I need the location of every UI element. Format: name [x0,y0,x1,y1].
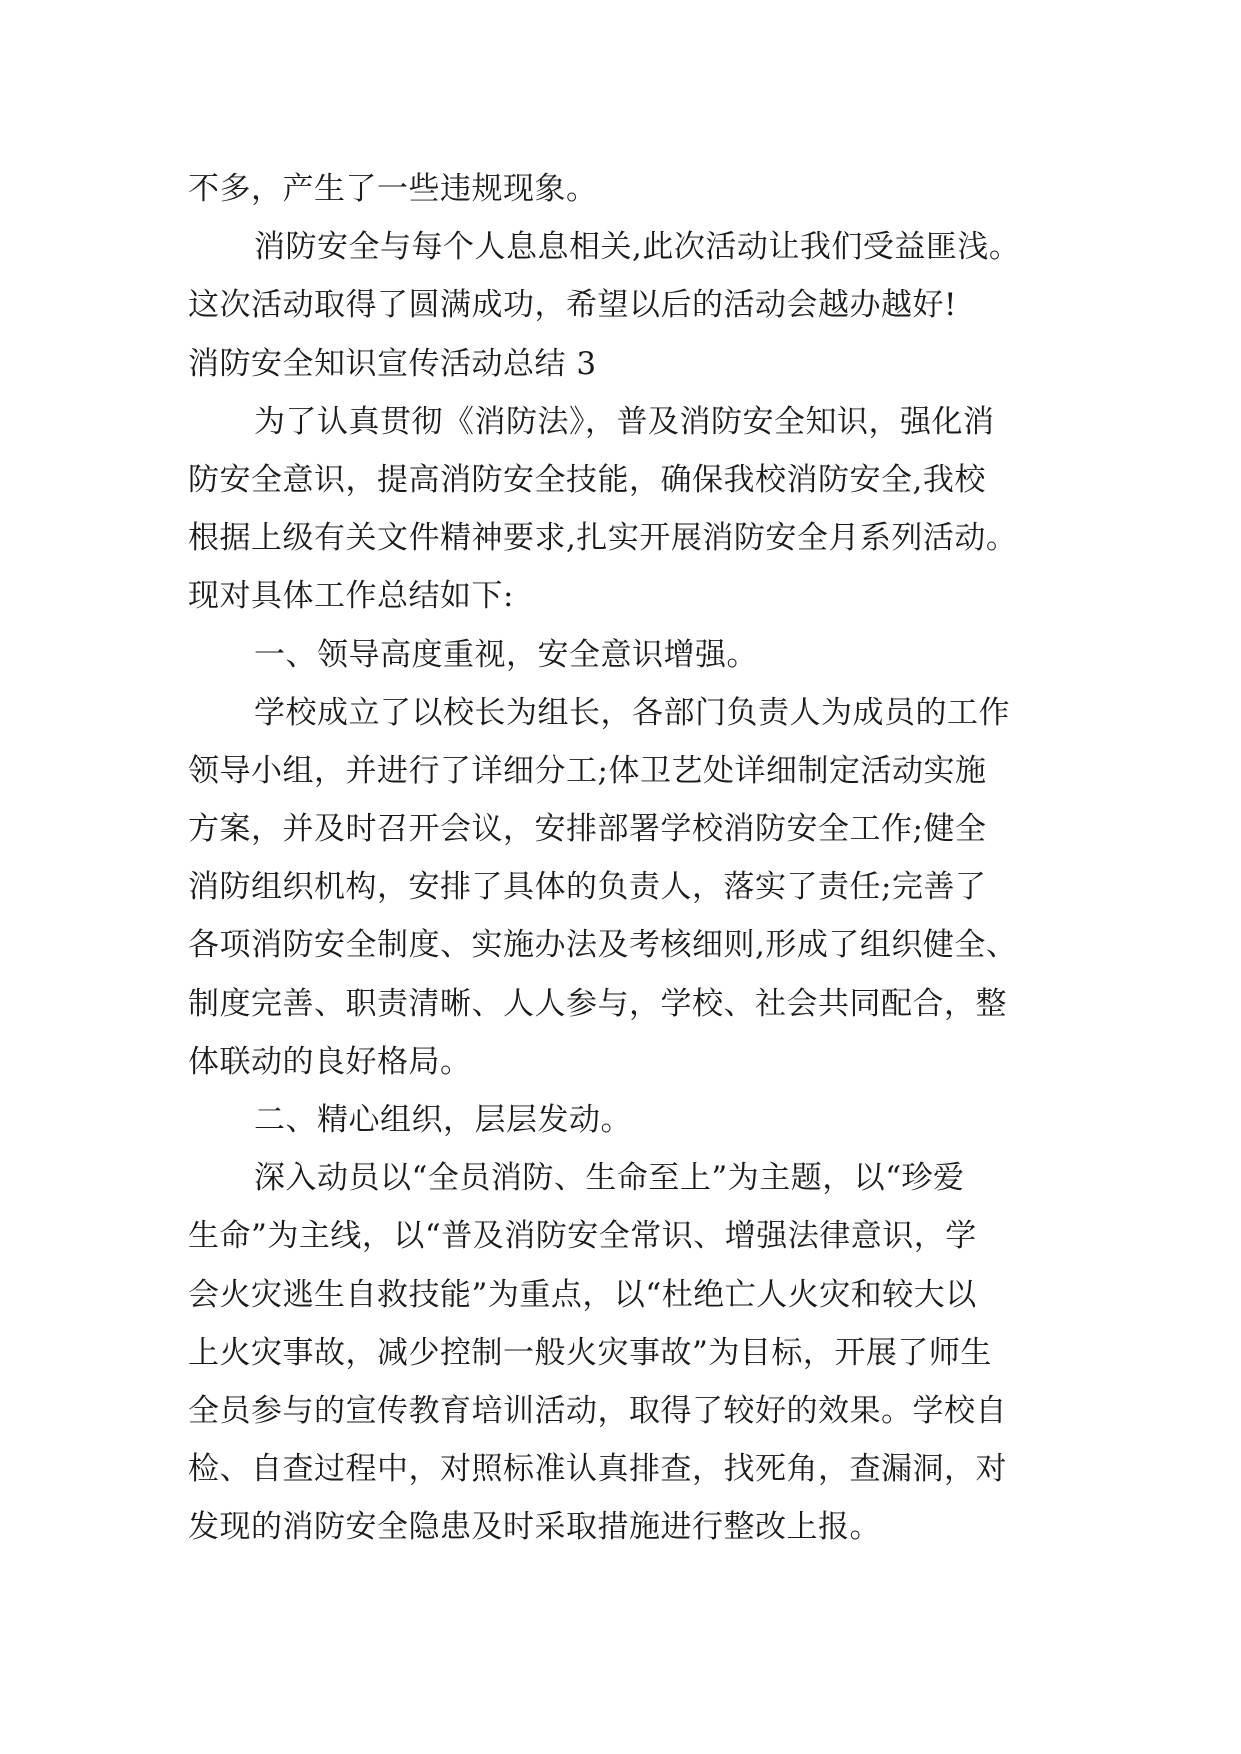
text-line: 全员参与的宣传教育培训活动，取得了较好的效果。学校自 [188,1392,1007,1429]
text-line: 发现的消防安全隐患及时采取措施进行整改上报。 [188,1509,881,1546]
text-line: 现对具体工作总结如下: [188,578,514,615]
text-line: 制度完善、职责清晰、人人参与，学校、社会共同配合，整 [188,985,1007,1022]
text-line: 为了认真贯彻《消防法》，普及消防安全知识，强化消 [254,403,995,440]
text-line: 领导小组，并进行了详细分工;体卫艺处详细制定活动实施 [188,752,987,789]
subheading: 二、精心组织，层层发动。 [254,1102,632,1138]
text-line: 深入动员以“全员消防、生命至上”为主题，以“珍爱 [254,1160,965,1197]
text-line: 检、自查过程中，对照标准认真排查，找死角，查漏洞，对 [188,1451,1007,1488]
text-line: 消防组织机构，安排了具体的负责人，落实了责任;完善了 [188,869,987,906]
text-line: 学校成立了以校长为组长，各部门负责人为成员的工作 [254,694,1010,731]
text-line: 这次活动取得了圆满成功，希望以后的活动会越办越好! [188,287,957,324]
subheading: 一、领导高度重视，安全意识增强。 [254,636,758,673]
document-body [188,160,1068,1557]
text-line: 防安全意识，提高消防安全技能，确保我校消防安全,我校 [188,461,986,498]
text-line: 消防安全与每个人息息相关,此次活动让我们受益匪浅。 [254,229,1021,266]
text-line: 会火灾逃生自救技能”为重点，以“杜绝亡人火灾和较大以 [188,1276,977,1313]
text-line: 方案，并及时召开会议，安排部署学校消防安全工作;健全 [188,811,987,848]
text-line: 体联动的良好格局。 [188,1043,472,1080]
text-line: 根据上级有关文件精神要求,扎实开展消防安全月系列活动。 [188,520,1018,557]
text-line: 各项消防安全制度、实施办法及考核细则,形成了组织健全、 [188,927,1018,964]
section-heading: 消防安全知识宣传活动总结 3 [188,345,597,382]
text-line: 不多，产生了一些违规现象。 [188,171,598,207]
text-line: 上火灾事故，减少控制一般火灾事故”为目标，开展了师生 [188,1334,992,1371]
text-line: 生命”为主线，以“普及消防安全常识、增强法律意识，学 [188,1218,977,1255]
